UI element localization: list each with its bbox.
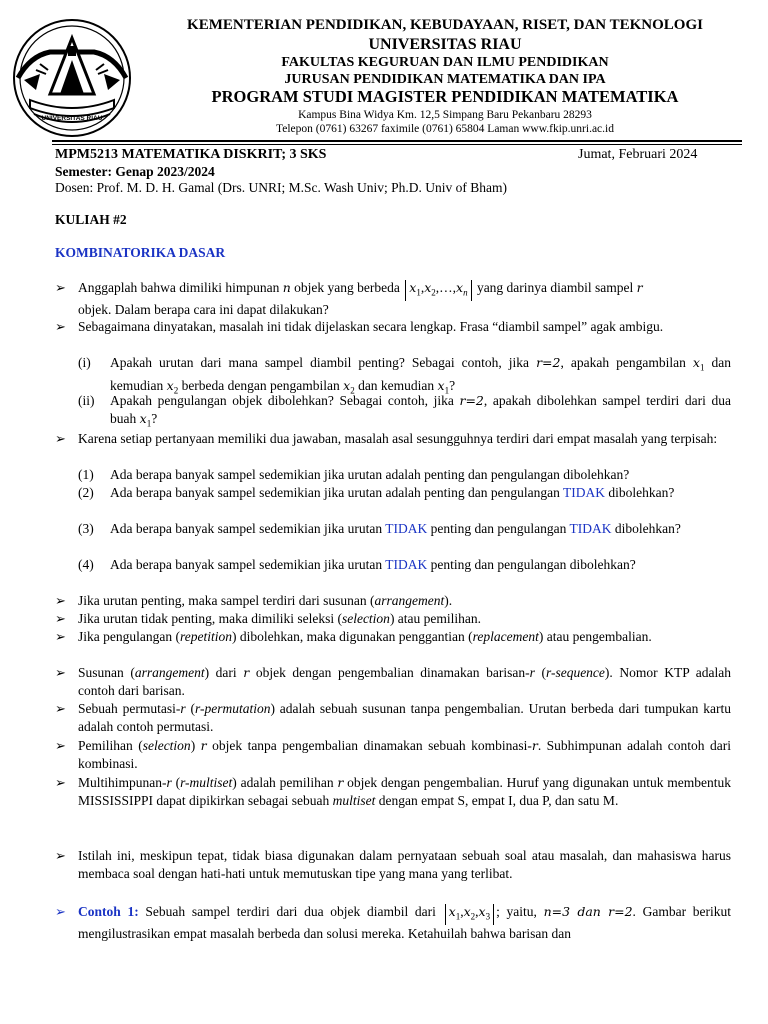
bullet-icon: ➢ xyxy=(55,319,66,334)
item-label: (i) xyxy=(78,355,91,370)
problem-2: Ada berapa banyak sampel sedemikian jika urutan adalah penting dan pengulangan TIDAK dibolehkan? xyxy=(110,485,675,500)
problem-1: Ada berapa banyak sampel sedemikian jika urutan adalah penting dan pengulangan dibolehkan? xyxy=(110,467,630,482)
item-label: (ii) xyxy=(78,393,95,408)
course-title: MPM5213 MATEMATIKA DISKRIT; 3 SKS xyxy=(55,147,327,162)
bullet-icon: ➢ xyxy=(55,701,66,716)
def-r-combination: Pemilihan (selection) r objek tanpa pengembalian dinamakan sebuah kombinasi-r. Subhimpunan adalah contoh dari kombinasi. xyxy=(78,738,731,771)
lecturer-info: Dosen: Prof. M. D. H. Gamal (Drs. UNRI; M.Sc. Wash Univ; Ph.D. Univ of Bham) xyxy=(55,180,508,195)
bullet-icon: ➢ xyxy=(55,665,66,680)
seal-text: UNIVERSITAS RIAU xyxy=(41,115,103,122)
lecture-number: KULIAH #2 xyxy=(55,212,127,227)
question-repetition-allowed: Apakah pengulangan objek dibolehkan? Sebagai contoh, jika r=2, apakah dibolehkan sampel terdiri dari dua buah $x_1$? xyxy=(110,393,731,429)
example-label: Contoh 1: xyxy=(78,904,139,919)
bullet-icon: ➢ xyxy=(55,280,66,295)
university-seal-logo xyxy=(10,16,134,140)
section-title: KOMBINATORIKA DASAR xyxy=(55,245,226,260)
problem-label: (1) xyxy=(78,467,94,482)
set-x1-x2-x3: $x_1,x_2,x_3$ xyxy=(445,904,494,925)
def-arrangement: Jika urutan penting, maka sampel terdiri dari susunan (arrangement). xyxy=(78,593,453,608)
def-r-multiset: Multihimpunan-r (r-multiset) adalah pemilihan r objek dengan pengembalian. Huruf yang digunakan untuk membentuk MISSISSIPPI dapat dipikirkan sebagai sebuah multiset dengan empat S, empat I, dua P, dan satu M. xyxy=(78,775,731,808)
set-x1-to-xn: $x_1,x_2,\dots,x_n$ xyxy=(405,280,471,301)
paragraph-sampling-question: Anggaplah bahwa dimiliki himpunan n objek yang berbeda $x_1,x_2,\dots,x_n$ yang darinya diambil sampel r objek. Dalam berapa cara ini dapat dilakukan? xyxy=(78,280,643,317)
bullet-icon: ➢ xyxy=(55,738,66,753)
faculty-name: FAKULTAS KEGURUAN DAN ILMU PENDIDIKAN xyxy=(281,55,609,70)
problem-label: (3) xyxy=(78,521,94,536)
department-name: JURUSAN PENDIDIKAN MATEMATIKA DAN IPA xyxy=(284,72,606,87)
bullet-icon: ➢ xyxy=(55,848,66,863)
problem-4: Ada berapa banyak sampel sedemikian jika urutan TIDAK penting dan pengulangan dibolehkan? xyxy=(110,557,636,572)
bullet-icon: ➢ xyxy=(55,629,66,644)
lecture-date: Jumat, Februari 2024 xyxy=(578,147,698,162)
def-selection: Jika urutan tidak penting, maka dimiliki seleksi (selection) atau pemilihan. xyxy=(78,611,482,626)
university-name: UNIVERSITAS RIAU xyxy=(368,36,522,53)
campus-address: Kampus Bina Widya Km. 12,5 Simpang Baru Pekanbaru 28293 xyxy=(298,109,592,121)
header-divider-thin xyxy=(52,144,742,145)
header-divider-thick xyxy=(52,140,742,142)
program-name: PROGRAM STUDI MAGISTER PENDIDIKAN MATEMATIKA xyxy=(211,87,679,106)
bullet-icon: ➢ xyxy=(55,904,66,919)
def-replacement: Jika pengulangan (repetition) dibolehkan, maka digunakan penggantian (replacement) atau pengembalian. xyxy=(78,629,652,644)
problem-label: (4) xyxy=(78,557,94,572)
bullet-icon: ➢ xyxy=(55,593,66,608)
paragraph-ambiguity: Sebagaimana dinyatakan, masalah ini tidak dijelaskan secara lengkap. Frasa “diambil sampel” agak ambigu. xyxy=(78,319,664,334)
paragraph-terminology-note: Istilah ini, meskipun tepat, tidak biasa digunakan dalam pernyataan sebuah soal atau masalah, dan mahasiswa harus membaca soal dengan hati-hati untuk memutuskan tipe yang mana yang terlibat. xyxy=(78,848,731,881)
bullet-icon: ➢ xyxy=(55,431,66,446)
problem-label: (2) xyxy=(78,485,94,500)
example-1: Contoh 1: Sebuah sampel terdiri dari dua objek diambil dari $x_1,x_2,x_3$ ; yaitu, n=3 dan r=2. Gambar berikut mengilustrasikan empat masalah berbeda dan solusi mereka. Ketahuilah bahwa barisan dan xyxy=(78,904,732,941)
bullet-icon: ➢ xyxy=(55,611,66,626)
ministry-name: KEMENTERIAN PENDIDIKAN, KEBUDAYAAN, RISET, DAN TEKNOLOGI xyxy=(187,17,703,33)
contact-info: Telepon (0761) 63267 faximile (0761) 65804 Laman www.fkip.unri.ac.id xyxy=(276,123,614,135)
semester-info: Semester: Genap 2023/2024 xyxy=(55,164,215,179)
paragraph-four-problems: Karena setiap pertanyaan memiliki dua jawaban, masalah asal sesungguhnya terdiri dari empat masalah yang terpisah: xyxy=(78,431,718,446)
question-order-matters: Apakah urutan dari mana sampel diambil penting? Sebagai contoh, jika r=2, apakah pengambilan $x_1$ dan kemudian $x_2$ berbeda dengan pengambilan $x_2$ dan kemudian $x_1$? xyxy=(110,355,731,396)
problem-3: Ada berapa banyak sampel sedemikian jika urutan TIDAK penting dan pengulangan TIDAK dibolehkan? xyxy=(110,521,681,536)
def-r-sequence: Susunan (arrangement) dari r objek dengan pengembalian dinamakan barisan-r (r-sequence). Nomor KTP adalah contoh dari barisan. xyxy=(78,665,732,698)
bullet-icon: ➢ xyxy=(55,775,66,790)
def-r-permutation: Sebuah permutasi-r (r-permutation) adalah sebuah susunan tanpa pengembalian. Urutan berbeda dari tumpukan kartu adalah contoh permutasi. xyxy=(78,701,732,734)
